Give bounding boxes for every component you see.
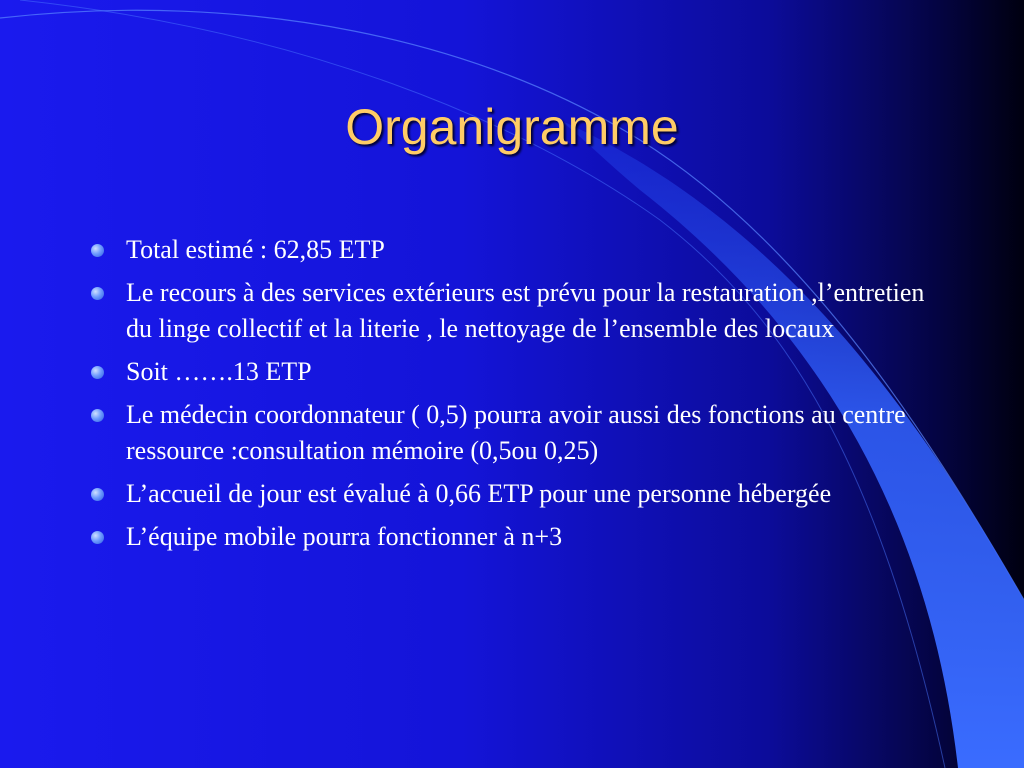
bullet-text: Le recours à des services extérieurs est prévu pour la restauration ,l’entretien du linge collectif et la literie , le nettoyage de l’ensemble des locaux <box>126 278 925 343</box>
bullet-text: Le médecin coordonnateur ( 0,5) pourra avoir aussi des fonctions au centre ressource :consultation mémoire (0,5ou 0,25) <box>126 400 906 465</box>
slide-title: Organigramme <box>345 99 679 155</box>
list-item <box>88 397 938 469</box>
list-item <box>88 519 938 555</box>
bullet-icon <box>91 531 104 544</box>
list-item <box>88 275 938 347</box>
list-item <box>88 232 938 268</box>
list-item <box>88 476 938 512</box>
bullet-text: Total estimé : 62,85 ETP <box>126 235 385 264</box>
bullet-text: L’équipe mobile pourra fonctionner à n+3 <box>126 522 563 551</box>
list-item <box>88 354 938 390</box>
bullet-icon <box>91 409 104 422</box>
bullet-list <box>88 232 938 562</box>
bullet-icon <box>91 287 104 300</box>
bullet-text: Soit …….13 ETP <box>126 357 312 386</box>
bullet-icon <box>91 366 104 379</box>
bullet-text: L’accueil de jour est évalué à 0,66 ETP pour une personne hébergée <box>126 479 832 508</box>
bullet-icon <box>91 488 104 501</box>
bullet-icon <box>91 244 104 257</box>
